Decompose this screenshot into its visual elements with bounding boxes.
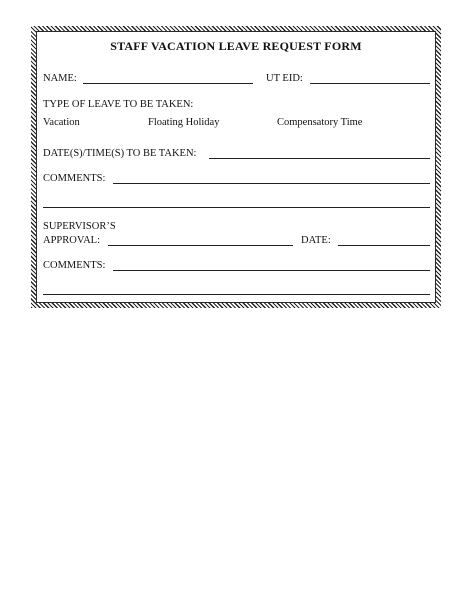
supervisor-approval-field[interactable] — [108, 245, 293, 246]
approval-label: APPROVAL: — [43, 235, 100, 246]
supervisor-comments-field[interactable] — [113, 270, 430, 271]
supervisor-comments-label: COMMENTS: — [43, 260, 106, 271]
form-title: STAFF VACATION LEAVE REQUEST FORM — [110, 39, 362, 53]
leave-option-compensatory-time[interactable]: Compensatory Time — [277, 117, 363, 128]
name-field[interactable] — [83, 83, 253, 84]
leave-request-form — [31, 26, 441, 308]
ut-eid-label: UT EID: — [266, 73, 303, 84]
leave-option-floating-holiday[interactable]: Floating Holiday — [148, 117, 220, 128]
ut-eid-field[interactable] — [310, 83, 430, 84]
supervisor-comments-field-line-2[interactable] — [43, 294, 430, 295]
name-label: NAME: — [43, 73, 77, 84]
comments-label: COMMENTS: — [43, 173, 106, 184]
form-inner-border — [36, 31, 436, 303]
approval-date-field[interactable] — [338, 245, 430, 246]
comments-field[interactable] — [113, 183, 430, 184]
dates-label: DATE(S)/TIME(S) TO BE TAKEN: — [43, 148, 197, 159]
leave-option-vacation[interactable]: Vacation — [43, 117, 80, 128]
leave-type-label: TYPE OF LEAVE TO BE TAKEN: — [43, 99, 194, 110]
comments-field-line-2[interactable] — [43, 207, 430, 208]
approval-date-label: DATE: — [301, 235, 331, 246]
supervisor-label: SUPERVISOR’S — [43, 221, 116, 232]
dates-field[interactable] — [209, 158, 430, 159]
